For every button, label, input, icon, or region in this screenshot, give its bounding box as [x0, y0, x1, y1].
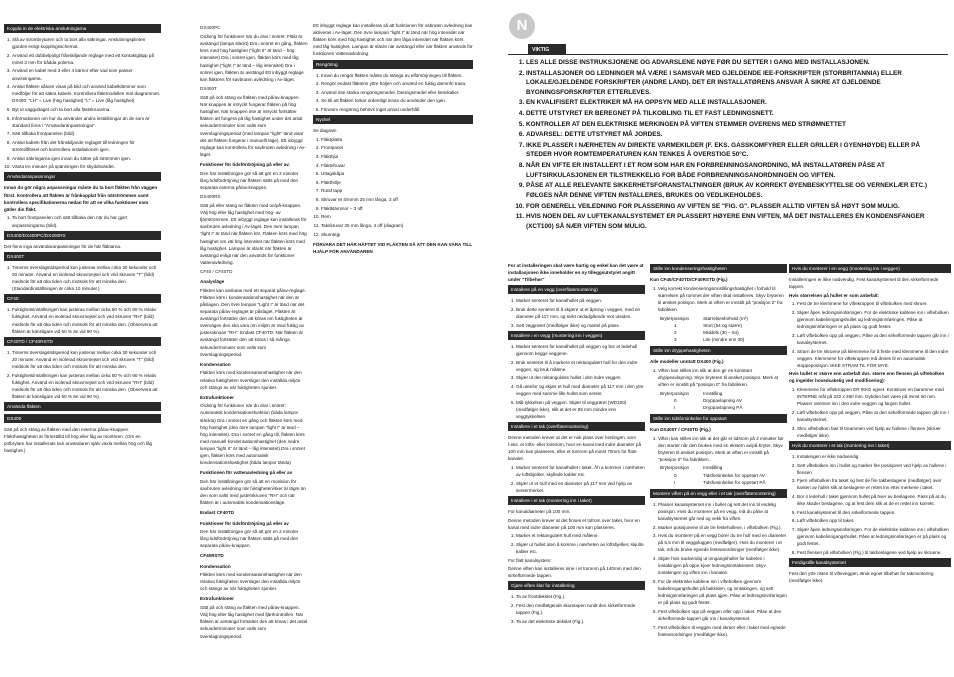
storage-note: FÖRVARA DET HÄR HÄFTET VID FLÄKTEN SÅ ATT DEN KAN VARA TILL HJÄLP FÖR ANVÄNDAREN: [313, 241, 473, 254]
table-cell: I: [674, 479, 676, 485]
right-col-4: [508, 262, 645, 626]
list-item: 4. Bor 4 ledehull i taket gjennom hullet på hver av beslagene. Pass på at du ikke skader beslagene, og at fest dem slik at de er rettet inn korrekt.: [797, 493, 951, 507]
list-item: 2. Rengör endast fläktens yttre höljen och använd en fuktig dammfri trasa.: [321, 80, 473, 87]
install-intro: For at installeringen skal være hurtig og enkel kan det være at installasjonen ikke inneholder en ny tilleggsutstyret angitt under "Tilbehør": [508, 263, 644, 283]
section-bar-final: Ferdigstille kanalsystemet: [789, 558, 951, 567]
list-item: 3. Använd inte starka rengöringsmedel, lösningsmedel eller kemikalier.: [321, 89, 473, 96]
table-cell: 0: [674, 472, 677, 478]
important-divider: [508, 54, 948, 55]
adjust-intro: Innan du gör några anpassningar måste du ta bort fläkten från väggen först. Kontrollera att fläkten är frånkopplat från nätströmmen samt kontrollera specifikationerna nedan för att se vilka funktioner som gäller din fläkt.: [4, 185, 158, 212]
list-item: 7. Fest viftebolken til veggen med skruer eller i taket med egnede festeanordninger (medfølger ikke).: [658, 624, 787, 638]
heading-vatt: Funktionen för vattenavledning på eller av: [200, 470, 293, 476]
section-bar-cf40td: CF40TD / CF40RSTD: [4, 337, 161, 346]
list-item: 2. Fuktighetsinställningen kan justeras mellan cirka 50 % och 90 % relativ fuktighet. Använd en isolerad skruvmejsel och vrid skruven "RH" (bild) medsols för att öka tiden och motsols för att minska den. (Observera att fläkten är känsligare vid 50 % än vid 90 %).: [12, 372, 161, 400]
heading-extra2: Extrafunktioner: [200, 596, 234, 602]
list-item: 1. Viften kan stilles inn slik at det går et tidsrom på 2 minutter før den starter når den brukes med en ekstern av/på-bryter. Skyv bryteren til ønsket posisjon. Merk at viften er innstilt på "posisjon 0" fra fabrikken.: [658, 435, 787, 463]
list-item: 2. Marker posisjonene til de tre festehullene, i viftebolken (Fig.).: [658, 524, 787, 531]
list-item: 8. Anslut kabeln från det frånskiljande reglaget till ledningen för strömtillförsel och kontrollera installationen igen.: [12, 139, 161, 153]
right-col-6: [789, 262, 951, 586]
analys-text: Fläkten kan anslutas med ett separat på/av-reglage. Fläkten körs i kondensationshastighet när den är påslagen. Den övre lampan "Light I" är tänd när det separata på/av-reglaget är påslaget. Fläkten är avstängd fortsätter den att köras om fuktigheten är övervägen den ska vara om miljön är med fuktig av justeraknoan "RH". Endast CF40TD: När fläkten är avstängd fortsätter den att köras i så många sekunder/minuter som valts som överslagningsperiod.: [200, 287, 306, 357]
heading-cf40td-only: Endast CF40TD: [200, 510, 234, 516]
section-bar-cf40: CF40: [4, 294, 161, 303]
cf40-steps: [4, 306, 161, 334]
list-item: 3. Skru viftebolken fast til treammen ved hjelp av hullene i flensen (skruer medfølger ikke).: [797, 425, 951, 439]
dx400t-steps: 1. Timerns överslagstidsperiod kan justeras mellan cirka 30 sekunder och 20 minuter. Använd en isolerad skruvmejsel och vrid skruven "T" (bild) medsols för att öka tiden och motsols för att minska den. (Standardinställningen är cirka 10 minuter.): [4, 264, 161, 292]
list-item: 5. Fest kanalsystemet til den sirkelformede tappen.: [797, 509, 951, 516]
ceiling-mount-steps: [508, 532, 645, 555]
table-header-cell: Bryterposisjon: [660, 315, 690, 321]
important-list: [516, 58, 946, 232]
list-item: 8. NÅR EN VIFTE ER INSTALLERT I ET ROM SOM HAR EN FORBRENNINGSANORDNING, MÅ INSTALLATØREN PÅSE AT LUFTSIRKULASJONEN ER TILSTREKKELIG FOR BÅDE FORBRENNINGSANORDNINGEN OG VIFTEN.: [526, 161, 946, 180]
wall-vent-steps: [508, 297, 645, 328]
list-item: 10. FOR GENERELL VEILEDNING FOR PLASSERING AV VIFTEN SE "FIG. G". PLASSER ALLTID VIFTEN SÅ HØYT SOM MULIG.: [526, 202, 946, 212]
left-col-2: [200, 22, 308, 641]
col3-intro: Ett inbyggt reglage kan installeras så att funktionen för osbruten avledning kan aktiveras i Av-läget. Den övre lampan "light I" är tänd när hög intensitet när fläkten körs med hög hastighet och när den låga intensitet när fläkten körs med låg hastighet. Lampan är släckt när avstängd eller när fläkten används för funktionen Vattenavledning.: [313, 23, 473, 57]
list-item: 1. Slå av strömbrytaren och ta bort alla säkringar. Anslutningsplinten gjordes enligt kopplingsschemat.: [12, 36, 161, 50]
timer-intro: Kun DX400T / CF40TD (Fig.): [650, 426, 711, 432]
section-bar-use: Använda fläkten: [4, 402, 161, 411]
list-item: 3. Ta av det elektriske dekslet (Fig.).: [516, 618, 645, 625]
list-item: 2. Använd ett dubbelpoligt frånskiljande reglage med ett kontaktgläpp på minst 3 mm för bådda polerna.: [12, 52, 161, 66]
list-item: 5. Byt ut vägguttaget och ta bort alla fästskruvarna.: [12, 106, 161, 113]
cond-intro: Kun CF40/CF40TD/CF40RSTD (Fig.): [650, 277, 728, 283]
section-bar-cond: Stille inn kondenseringshastigheten: [650, 264, 787, 273]
table-row: [660, 404, 756, 411]
section-bar-dx400: DX400: [4, 414, 161, 423]
list-item: 3. Skjær ut det rektangulære hullet i den indre veggen.: [516, 374, 645, 381]
funk-text: Den här inställningen gör så att gör en 2 minuter lång tidsfördröjning när fläkten sätts på med den separata externa på/av-knappen.: [200, 170, 299, 190]
extra-text: Ordning för funktioner när du drar i snöret: Automatisk kondensationsfunktion (båda lampor släckta) Dra i snöret en gång och fläkten körs med hög hastighet (den övre lampan "light I" är tänd – hög intensitet). Dra i snöret en gång till, fläkten körs med manuell kondensationshastighet (den nedre lampan "light II" är tänd – låg intensitet) Dra i snöret igen, fläkten körs med automatisk kondensationshastighet (båda lampor tända): [200, 403, 305, 466]
table-cell: I: [674, 404, 676, 410]
tids-text: Den här inställningen gör så att gör en 2 minuter lång tidsfördröjning när fläkten sätts på med den separata på/av-knappen.: [200, 529, 299, 549]
list-item: 2. Bruk senteret til å markere et rektangulært hull for den indre veggen, og bruk målene.: [516, 359, 645, 373]
prep-steps: [508, 593, 645, 624]
ceiling-surface-intro: Denne metoden krever at det er nok plass over himlingen, som f.eks. et lofts- eller kvistrom, hvor en kanal med indre diameter på 100 mm kan plasseres, eller et tomrom på minst 70mm for flate kanaler.: [508, 435, 642, 462]
list-item: 1. LES ALLE DISSE INSTRUKSJONENE OG ADVARSLENE NØYE FØR DU SETTER I GANG MED INSTALLASJONEN.: [526, 58, 946, 68]
table-header-cell: Bryterposisjon: [660, 465, 690, 471]
heading-cf40: CF40 / CF40TD: [200, 269, 233, 274]
table-header-cell: Innstilling: [703, 390, 723, 396]
section-bar-in-wall: Hvis du monterer i en vegg (montering inn i veggen): [789, 264, 951, 273]
list-item: 7. Skjær åpen ledningsinnføringen. For de elektriske kablene inn i viftebolken gjennom kabelinngangshullet. Påse at ledningsinnføringen er på plass og godt festet.: [797, 526, 951, 547]
list-item: 2. Bruk dette senteret til å skjære ut et åpning i veggen, med en diameter på 117 mm, og svikt nedadgående mot utsiden.: [516, 306, 645, 320]
list-item: 7. IKKE PLASSER I NÆRHETEN AV DIREKTE VARMEKILDER (F. EKS. GASSKOMFYRER ELLER GRILLER I GYENHØYDE) ELLER PÅ STEDER HVOR ROMTEMPERATUREN KAN TENKES Å OVERSTIGE 50°C.: [526, 141, 946, 160]
in-wall-note: Hvis hullet er større enn anbefalt dvs. større enn flensen på viftebolken og ingelder hovedsakelig ved modifisering):: [789, 371, 945, 384]
list-item: 3. Fjern viftebolken fra taket og fest de fire takbeslagene (medfølger) over kanten av hullet slik at beslagene er rettet inn etter merkene i taket.: [797, 477, 951, 491]
list-item: 6. Løft viftebolken opp til taket.: [797, 517, 951, 524]
list-item: 1. Viften kan stilles inn slik at den gir en konstant dryppeavlapning. Skyv bryteren til ønsket posisjon. Merk at viften er innstilt på "posisjon 0" fra fabrikken.: [658, 367, 787, 388]
list-item: 3. Løft viftebolken opp på veggen. Påse at den sirkelformede tappen går inn i kanalsystemet.: [797, 332, 951, 346]
list-item: 6. Informationen om hur du använder andra inställningar än de som är standard finns i "Användaranpassningar".: [12, 115, 161, 129]
in-wall-title: Hvis størrelsen på hullet er som anbefalt:: [789, 292, 880, 298]
list-item: 11. Takskruvar 25 mm långa, 4 off (diagram): [321, 222, 473, 229]
left-col-3: [313, 22, 473, 256]
list-item: 1. Timerns överslagstidsperiod kan justeras mellan cirka 30 sekunder och 20 minuter. Använd en isolerad skruvmejsel och vrid skruven "T" (bild) medsols för att öka tiden och motsols för att minska den.: [12, 349, 161, 370]
wall-mount-steps: [508, 343, 645, 420]
section-bar-electrical: Koppla in de elektriska anslutningarna: [4, 24, 161, 33]
list-item: 3. Hvis du monterer på en vegg borer du tre hull med en diameter på 5,5 mm til veggpluggen (medfølger). Hvis du monterer i et tak, må du bruke egnede festeanordninger (medfølger ikke).: [658, 532, 787, 553]
list-item: 4. Gå utenfor og skjær et hull med diameter på 117 mm i den ytre veggen med samme lille hullet som senter.: [516, 383, 645, 397]
adjust-note: 1. Ta bort frontpanelen och sätt tillbaka den när du har gjort anpassningarna (bild).: [4, 214, 161, 228]
language-logo: N: [509, 13, 535, 39]
list-item: 1. Plasser kanalsystemet inn i hullet og rett det inn til endelig posisjon. Hvis du monterer på en vegg, må du påse at kanalsystemet går ned og vekk fra viften.: [658, 501, 787, 522]
list-item: 5. Uttagskåpa: [321, 170, 473, 177]
section-bar-adjust: Användaranpassningar: [4, 172, 161, 181]
heading-dx400pc: DX400PC: [200, 25, 221, 30]
electrical-steps: [4, 36, 161, 170]
list-item: 3. Använd en kabel med 3 eller 4 kärnor efter vad som passer anvisningarna.: [12, 67, 161, 81]
table-cell: Middels (30 – 54): [703, 329, 739, 335]
dx400t-use-text: Sätt på och stäng av fläkten med på/av-knappen. När knappen är intryckt fungerar fläkten på hög hastighet. När knappen inte är intryckt fortsätter fläkten att fungera på låg hastighet under det antal sekunder/minuter som valts som överslagningsperiod (med lampan "light" tänd visar det att fläkten fungerar i manuellt läge). Ett inbyggt reglage kan kontrollera för savbruten avledning i Av-läget.: [200, 94, 306, 157]
table-cell: Dryppavlapning AV: [703, 397, 742, 403]
section-bar-prep: Gjøre viften klar for installering: [508, 581, 645, 590]
table-cell: 0: [674, 397, 677, 403]
list-item: 1. Marker senteret for kanalhullet på veggen.: [516, 297, 645, 304]
list-item: 2. Skjær ut et hull med en diameter på 117 mm ved hjelp av sentermerket.: [516, 480, 645, 494]
list-item: 4. DETTE UTSTYRET ER BEREGNET PÅ TILKOBLING TIL ET FAST LEDNINGSNETT.: [526, 109, 946, 119]
list-item: 1. Innan du rengör fläkten måste du stänga av elförsörjningen till fläkten.: [321, 72, 473, 79]
list-item: 5. KONTROLLER AT DEN ELEKTRISKE MERKINGEN PÅ VIFTEN STEMMER OVERENS MED STRØMNETTET: [526, 120, 946, 130]
list-item: 9. PÅSE AT ALLE RELEVANTE SIKKERHETSFORANSTALTNINGER (BRUK AV KORREKT ØYENBESKYTTELSE OG VERNEKLÆR ETC.) FØLGES NÅR DENNE VIFTEN INSTALLERES, BRUKES OG VEDLIKEHOLDES.: [526, 181, 946, 200]
list-item: 3. Fläkthjul: [321, 153, 473, 160]
table-cell: 3: [674, 336, 677, 342]
list-item: 11. HVIS NOEN DEL AV LUFTEKANALSYSTEMET ER PLASSERT HØYERE ENN VIFTEN, MÅ DET INSTALLERES EN KONDENSFANGER (XCT100) SÅ NÆR VIFTEN SOM MULIG.: [526, 212, 946, 231]
list-item: 2. Frontpanel: [321, 144, 473, 151]
section-bar-wall-vent: Installere på en vegg (overflatemontering): [508, 285, 645, 294]
list-item: 1. Marker et rektangulært hull med målene.: [516, 532, 645, 539]
list-item: 3. Sett veggrøret (medfølger ikke) og mørtel på plass.: [516, 322, 645, 329]
section-bar-ceiling-mount: Installere i et tak (montering inn i taket): [508, 496, 645, 505]
heading-analys: Analysläge: [200, 279, 225, 285]
dx400-text: Sätt på och stäng av fläkten med den externa på/av-knappen. Fläkthastigheten är förinställd till hög eller låg av montören. (Om en polbrytare har installerats kan användaren själv växla mellan hög och låg hastighet.): [4, 427, 153, 454]
table-row: [660, 336, 762, 343]
section-bar-dx400t: DX400T: [4, 252, 161, 261]
list-item: 2. Fest den medfølgende skumtapen rundt den sirkelformede tappen (Fig.).: [516, 602, 645, 616]
kond2-text: Fläkten körs med kondensationshastighet när den relativa fuktigheten överstiger den inställda miljön och stängs av när fuktigheten sjunker.: [200, 572, 302, 592]
list-item: 1. Marker senteret for kanalhullet i taket. Åh a kommer i nærheten av loftsbjelker, skyllede kabler etc.: [516, 464, 645, 478]
list-item: 6. Fläkthölje: [321, 179, 473, 186]
parts-intro: Se diagram: [313, 128, 337, 134]
heading-dx400t: DX400T: [200, 85, 217, 91]
in-wall-steps-2: [789, 386, 951, 439]
vatt-text: Den här inställningen gör så att en monitiion för savbruten avledning när fuktigheten/sker är lägre än den som valts med justerskruven "RH" och när fläkten är i automatisk kondensationsläge.: [200, 478, 306, 506]
dx400rs-text: Sätt på eller stäng av fläkten med on/på-knappen. Välj hög eller låg hastighet med hög- av fjärrströmmen. Ett inbyggt reglage kan installeras för savbruten avledning i Av-läget. Den övre lampan "light I" är tänd när fläkten kör. Fläkten körs med hög hastighet om väl hög intensitet när fläkten körs med låg hastighet. Lampan är släckt när fläkten är avstängd enligt när den används för funktioner Vattenavledning.: [200, 203, 307, 265]
models-text: Det finns inga användaranpassningar för de här fläktarna.: [4, 243, 122, 249]
section-bar-models: DX400/DX400PC/DX400RS: [4, 231, 161, 240]
section-bar-ceiling-surface: Installere i et tak (overflatemontering): [508, 422, 645, 431]
important-label: VIKTIG: [528, 44, 566, 54]
heading-dx400rs: DX400RS: [200, 193, 221, 199]
left-col-1: [4, 22, 161, 456]
heading-extra: Extrafunktioner: [200, 394, 234, 400]
timer-table: [660, 464, 780, 485]
ceiling-mount-intro: For kanaldiameter på 100 mm.: [508, 508, 571, 514]
list-item: 1. Klemmene for viftekroppen ER IKKE egnet. Konstruer en baramme med INTERNE mål på 232 x 280 mm. Dybden bør være på minst 50 mm. Plasser rammen inn i den indre veggen og fargen hullet.: [797, 386, 951, 407]
dx400pc-text: Ordning för funktioner när du drar i snöret: Fläkt är avstängd (lampa släckt) Dra i snöret en gång, fläkten körs med hög hastighet ("light II" är tänd – hög intensitet) Dra i snöret igen, fläkten körs med låg hastighet ("light I" är tänd – låg intensitet) Dra i snöret igen, fläkten är avstängd Ett inbyggt reglage kan fläktens för savbruten avledning i Av-läget.: [200, 34, 308, 82]
timer-steps: [650, 435, 787, 463]
list-item: 1. Fest de tre klemmene for viftekroppen til viftebolken med skruer.: [797, 300, 951, 307]
heading-tids: Funktioner för tidsfördröjning på eller av: [200, 520, 289, 526]
dripp-intro: Alle modeller unntatt DX400 (Fig.): [650, 359, 724, 365]
dripp-steps: [650, 367, 787, 388]
table-header-row: [660, 315, 762, 322]
list-item: 7. Rund tapp: [321, 187, 473, 194]
list-item: 6. Fest viftebolken opp på veggen eller opp i taket. Påse at den sirkelformede tappen går inn i kanalsystemet.: [658, 608, 787, 622]
list-item: 4. Skjær hvis nødvendig ut inngangshullet for kabelen i inntakingen på oppe kjoer ledningsinntaksrøret. Skyv inntakingen og viften inn i kanalen.: [658, 555, 787, 576]
table-header-row: [660, 464, 780, 471]
list-item: 10. Vänta tre minuter på spänningen för skyddsvärdet.: [12, 163, 161, 170]
list-item: 5. Förutom rengöring behövs inget annat underhåll.: [321, 106, 473, 113]
list-item: 2. Sett viftebolken inn i hullet og marker fire posisjoner ved hjelp av hullene i flensen.: [797, 462, 951, 476]
important-box: [508, 44, 948, 244]
list-item: 10. Rem: [321, 213, 473, 220]
list-item: 5. Mål tykkelsen på veggen. Skjær til veggrøret (WD100) (medfølger ikke), slik at det er 85 mm mindre enn veggtykkelsen.: [516, 399, 645, 420]
table-cell: Tidsforsinkelse for oppstart AV: [703, 472, 765, 478]
list-item: 2. Skjær åpen ledningsinnføringen. For de elektriske kablene inn i viftebolken gjennom kabelinngangshullet og ledningsinnføringen. Påse at ledningsinnføringen er på plass og godt festet.: [797, 309, 951, 330]
table-cell: Lite (mindre enn 30): [703, 336, 745, 342]
list-item: 1. Fläktplatta: [321, 136, 473, 143]
table-cell: 2: [674, 329, 677, 335]
clean-steps: [313, 72, 473, 114]
list-item: 5. For de elektriske kablene inn i viftebolken gjennom kabelinngangshullet på baksiden, og inntakingen, og sett ledningsinnføringen på plass igjen. Påse at ledningsinnføringen er på plass og godt festet.: [658, 578, 787, 606]
list-item: 12. Skumtejp: [321, 231, 473, 238]
table-cell: Stort (54 og større): [703, 322, 742, 328]
list-item: 2. Skjær ut hullet uten å komme i nærheten av loftsbjelker, skjulte kabler etc.: [516, 541, 645, 555]
table-row: [660, 322, 762, 329]
list-item: 1. Ta av frontdekslet (Fig.).: [516, 593, 645, 600]
cond-table: [660, 315, 762, 343]
list-item: 2. INSTALLASJONER OG LEDNINGER MÅ VÆRE I SAMSVAR MED GJELDENDE IEE-FORSKRIFTER (STORBRITANNIA) ELLER LOKALE/GJELDENDE FORSKRIFTER (ANDRE LAND). DET ER INSTALLATØRENS ANSVAR Å SIKRE AT GJELDENDE BYGNINGSFORSKRIFTER ETTERLEVES.: [526, 69, 946, 98]
parts-list: [313, 136, 473, 238]
kond-text: Fläkten körs med kondensationshastighet när den relativa fuktigheten överstiger den inställda miljön och stängs av när fuktigheten sjunker.: [200, 370, 302, 390]
table-cell: Dryppavlapning PÅ: [703, 404, 743, 410]
list-item: 1. Marker senteret for kanalhullet på veggen og bor et ledehull gjennom begge veggene.: [516, 343, 645, 357]
ceiling-mount-text: Denne metoden krever at det finnes et tofrom over taket, hvor en kanal med indre diameter på 100 mm kan plasseres.: [508, 517, 640, 530]
mount-steps: [650, 501, 787, 638]
section-bar-parts: Nyckel: [313, 115, 473, 124]
list-item: 1. Inntakingen er ikke nødvendig.: [797, 453, 951, 460]
section-bar-mount: Montere viften på en vegg eller i et tak (overflatemontering): [650, 489, 787, 498]
table-cell: Tidsforsinkelse for oppstart PÅ: [703, 479, 766, 485]
list-item: 8. Fest flensen på viftebolken (Fig.) til takbeslagene ved hjelp av skruene.: [797, 549, 951, 556]
dripp-table: [660, 390, 756, 411]
list-item: 8. Skruvar M 4/mmm 25 mm långa, 3 off: [321, 196, 473, 203]
list-item: 4. Anslut fläkten såsom visas på bild och använd kabelklämmor som medföljer för att säkra kabeln. Kontrollera fläktmodellen mot diagrammet. DX400: "LH" = Live (hög hastighet) "L" = Live (låg hastighet): [12, 83, 161, 104]
table-header-row: [660, 390, 756, 397]
table-header-cell: Bryterposisjon: [660, 390, 690, 396]
section-bar-in-ceiling: Hvis du monterer i et tak (montering inn i taket): [789, 441, 951, 450]
flat-kanal-text: Denne viften kan installeres inne i et tomrom på 140mm med den sirkelformede tappen.: [508, 566, 641, 579]
table-cell: 1: [674, 322, 677, 328]
list-item: 4. Strarn de tre skruene på klemmene for å feste med klemmene til den indre veggen. Klemmene for viftekroppen må dreies til en automatisk stoppeposisjon. IKKE STRAM TIL FOR MYE.: [797, 348, 951, 369]
list-item: 9. Fläktklämmor – 3 off: [321, 205, 473, 212]
right-col-5: [650, 262, 787, 639]
section-bar-timer: Stille inn tidsforsinkelse for oppstart: [650, 414, 787, 423]
in-wall-steps: [789, 300, 951, 368]
list-item: 6. ADVARSEL: DETTE UTSTYRET MÅ JORDES.: [526, 130, 946, 140]
list-item: 1. Velg korrekt kondenseringsinnstillingshastighet i forhold til størrelsen på rommet der viften skal installeres. Skyv bryteren til ønsket posisjon. Merk at viften er innstilt på "posisjon 2" fra fabrikken.: [658, 285, 787, 313]
table-header-cell: Innstilling: [703, 465, 723, 471]
in-wall-intro: Installeringen er ikke nødvendig. Fest kanalsystemet til den sirkelformede tappen.: [789, 277, 939, 290]
table-row: [660, 472, 780, 479]
heading-cf40rstd: CF40RSTD: [200, 553, 224, 559]
ceiling-surface-steps: [508, 464, 645, 494]
list-item: 3. EN KVALIFISERT ELEKTRIKER MÅ HA OPPSYN MED ALLE INSTALLASJONER.: [526, 98, 946, 108]
list-item: 4. Fläktehuvar: [321, 162, 473, 169]
flat-kanal-title: For flatt kanalsystem:: [508, 557, 552, 563]
list-item: 2. Løft viftebolken opp på veggen. Påse at den sirkelformede tappen går inn i kanalsystemet.: [797, 409, 951, 423]
list-item: 9. Anslut säkringarna igen innan du sätter på strömmen igen.: [12, 155, 161, 162]
heading-funk: Funktioner för tidsfördröjning på eller av.: [200, 161, 290, 167]
heading-kond2: Kondensation: [200, 563, 231, 569]
cf40td-steps: [4, 349, 161, 400]
final-text: Fest den ytre risten til vifteveggen. Bruk egnet tilbehør for takmontering (medfølger ikke).: [789, 570, 934, 583]
section-bar-wall-mount: Installere i en vegg (montering inn i veggen): [508, 331, 645, 340]
heading-kond: Kondensation: [200, 361, 231, 367]
section-bar-dripp: Stille inn dryppehastigheten: [650, 346, 787, 355]
extra2-text: Sätt på och stäng av fläkten med på/av-knappen. Välj hög eller låg hastighet med fjärrkontrollen. När fläkten är avstängd fortsätter den att köras i det antal sekunder/minuter som valts som överslagningsperiod.: [200, 605, 308, 639]
list-item: 7. Sätt tillbaka frontpanelen (bild).: [12, 130, 161, 137]
cond-steps: [650, 285, 787, 313]
table-header-cell: Størrelsesforhold (m²): [703, 315, 748, 321]
table-row: [660, 329, 762, 336]
list-item: 4. Se till att fläkten torkar ordentligt innan du använder den igen.: [321, 97, 473, 104]
in-ceiling-steps: [789, 453, 951, 556]
list-item: 1. Fuktighetsinställningen kan justeras mellan cirka 50 % och 90 % relativ fuktighet. Använd en isolerad skruvmejsel och vrid skruven "RH" (bild) medsols för att öka tiden och motsols för att minska den. (Observera att fläkten är känsligare vid 50 % än vid 90 %).: [12, 306, 161, 334]
section-bar-clean: Rengöring: [313, 60, 473, 69]
table-row: [660, 479, 780, 486]
table-row: [660, 397, 756, 404]
